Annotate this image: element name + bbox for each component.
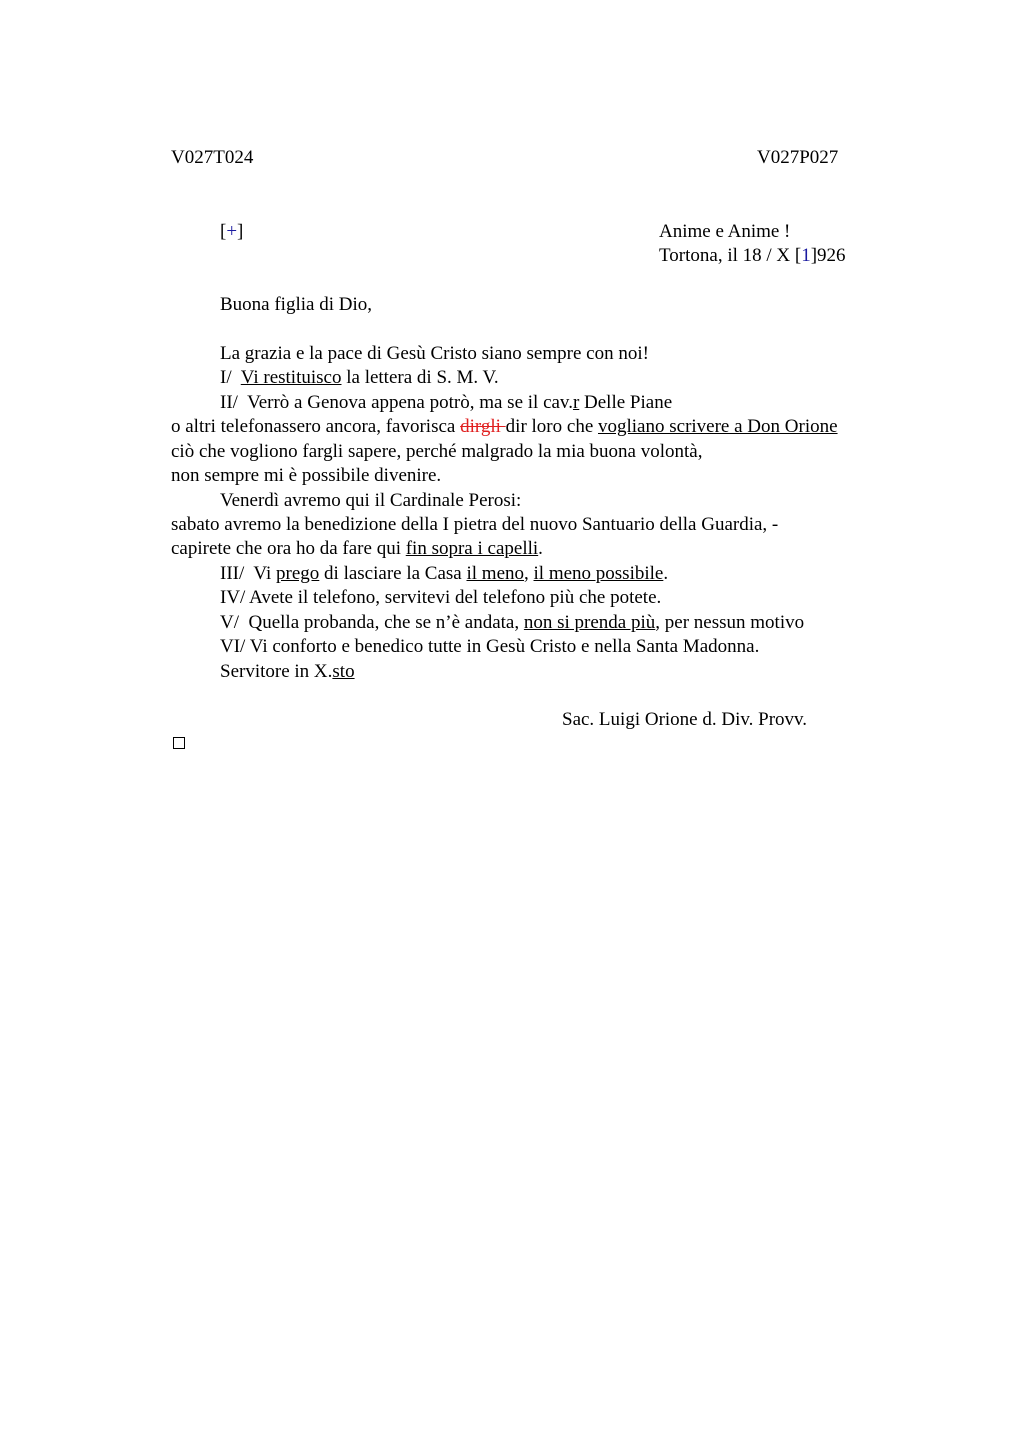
- paragraph-2-line-4: non sempre mi è possibile divenire.: [171, 465, 442, 486]
- closing-a: Servitore in X.: [220, 661, 333, 682]
- paragraph-5-underlined: non si prenda più: [523, 612, 656, 633]
- dateline-editorial-digit: 1: [801, 245, 811, 266]
- paragraph-2-line-5: Venerdì avremo qui il Cardinale Perosi:: [220, 490, 522, 511]
- paragraph-2-line-2-underlined: vogliano scrivere a Don Orione: [598, 416, 838, 437]
- paragraph-1: [220, 366, 499, 390]
- paragraph-3-b: di lasciare la Casa: [319, 563, 467, 584]
- paragraph-2-line-2: [171, 415, 838, 439]
- paragraph-3-c: ,: [524, 563, 534, 584]
- motto: Anime e Anime !: [659, 221, 791, 242]
- closing-underlined: sto: [332, 661, 355, 682]
- document-code-left: V027T024: [171, 147, 254, 168]
- paragraph-5-a: V/ Quella probanda, che se n’è andata,: [220, 612, 524, 633]
- document-code-right: V027P027: [757, 147, 839, 168]
- cross-mark: [220, 220, 243, 244]
- signature: Sac. Luigi Orione d. Div. Provv.: [562, 709, 808, 730]
- dateline: [659, 244, 846, 268]
- paragraph-2-line-7-b: .: [538, 538, 543, 559]
- end-box-icon: [173, 737, 185, 749]
- dateline-prefix: Tortona, il 18 / X [: [659, 245, 802, 266]
- greeting-line: La grazia e la pace di Gesù Cristo siano sempre con noi!: [220, 343, 649, 364]
- paragraph-2-line-7: [171, 537, 543, 561]
- paragraph-1-rest: la lettera di S. M. V.: [341, 367, 499, 388]
- salutation: Buona figlia di Dio,: [220, 294, 372, 315]
- paragraph-3-a: III/ Vi: [220, 563, 277, 584]
- paragraph-1-number: I/: [220, 367, 241, 388]
- paragraph-2-line-7-underlined: fin sopra i capelli: [405, 538, 539, 559]
- paragraph-3: [220, 562, 668, 586]
- cross-symbol: +: [226, 221, 238, 242]
- paragraph-3-underlined-2: il meno: [466, 563, 525, 584]
- paragraph-3-d: .: [663, 563, 669, 584]
- dateline-suffix: ]926: [810, 245, 846, 266]
- paragraph-2-line-1: [220, 391, 672, 415]
- paragraph-5: [220, 611, 804, 635]
- paragraph-3-underlined-3: il meno possibile: [533, 563, 664, 584]
- paragraph-2-line-2-a: o altri telefonassero ancora, favorisca: [171, 416, 461, 437]
- paragraph-3-underlined-1: prego: [276, 563, 320, 584]
- paragraph-2-line-1-b: Delle Piane: [579, 392, 673, 413]
- paragraph-2-line-7-a: capirete che ora ho da fare qui: [171, 538, 406, 559]
- closing-line: [220, 660, 355, 684]
- paragraph-5-b: , per nessun motivo: [655, 612, 805, 633]
- paragraph-2-line-2-b: dir loro che: [505, 416, 598, 437]
- paragraph-4: IV/ Avete il telefono, servitevi del telefono più che potete.: [220, 587, 662, 608]
- paragraph-2-line-6: sabato avremo la benedizione della I pietra del nuovo Santuario della Guardia, -: [171, 514, 779, 535]
- paragraph-2-line-3: ciò che vogliono fargli sapere, perché malgrado la mia buona volontà,: [171, 441, 703, 462]
- paragraph-6: VI/ Vi conforto e benedico tutte in Gesù Cristo e nella Santa Madonna.: [220, 636, 760, 657]
- paragraph-2-line-1-abbrev: r: [572, 392, 580, 413]
- deleted-word: dirgli: [460, 416, 506, 437]
- paragraph-1-underlined: Vi restituisco: [240, 367, 342, 388]
- cross-open-bracket: [: [220, 221, 227, 242]
- cross-close-bracket: ]: [237, 221, 244, 242]
- paragraph-2-line-1-a: II/ Verrò a Genova appena potrò, ma se il cav.: [220, 392, 573, 413]
